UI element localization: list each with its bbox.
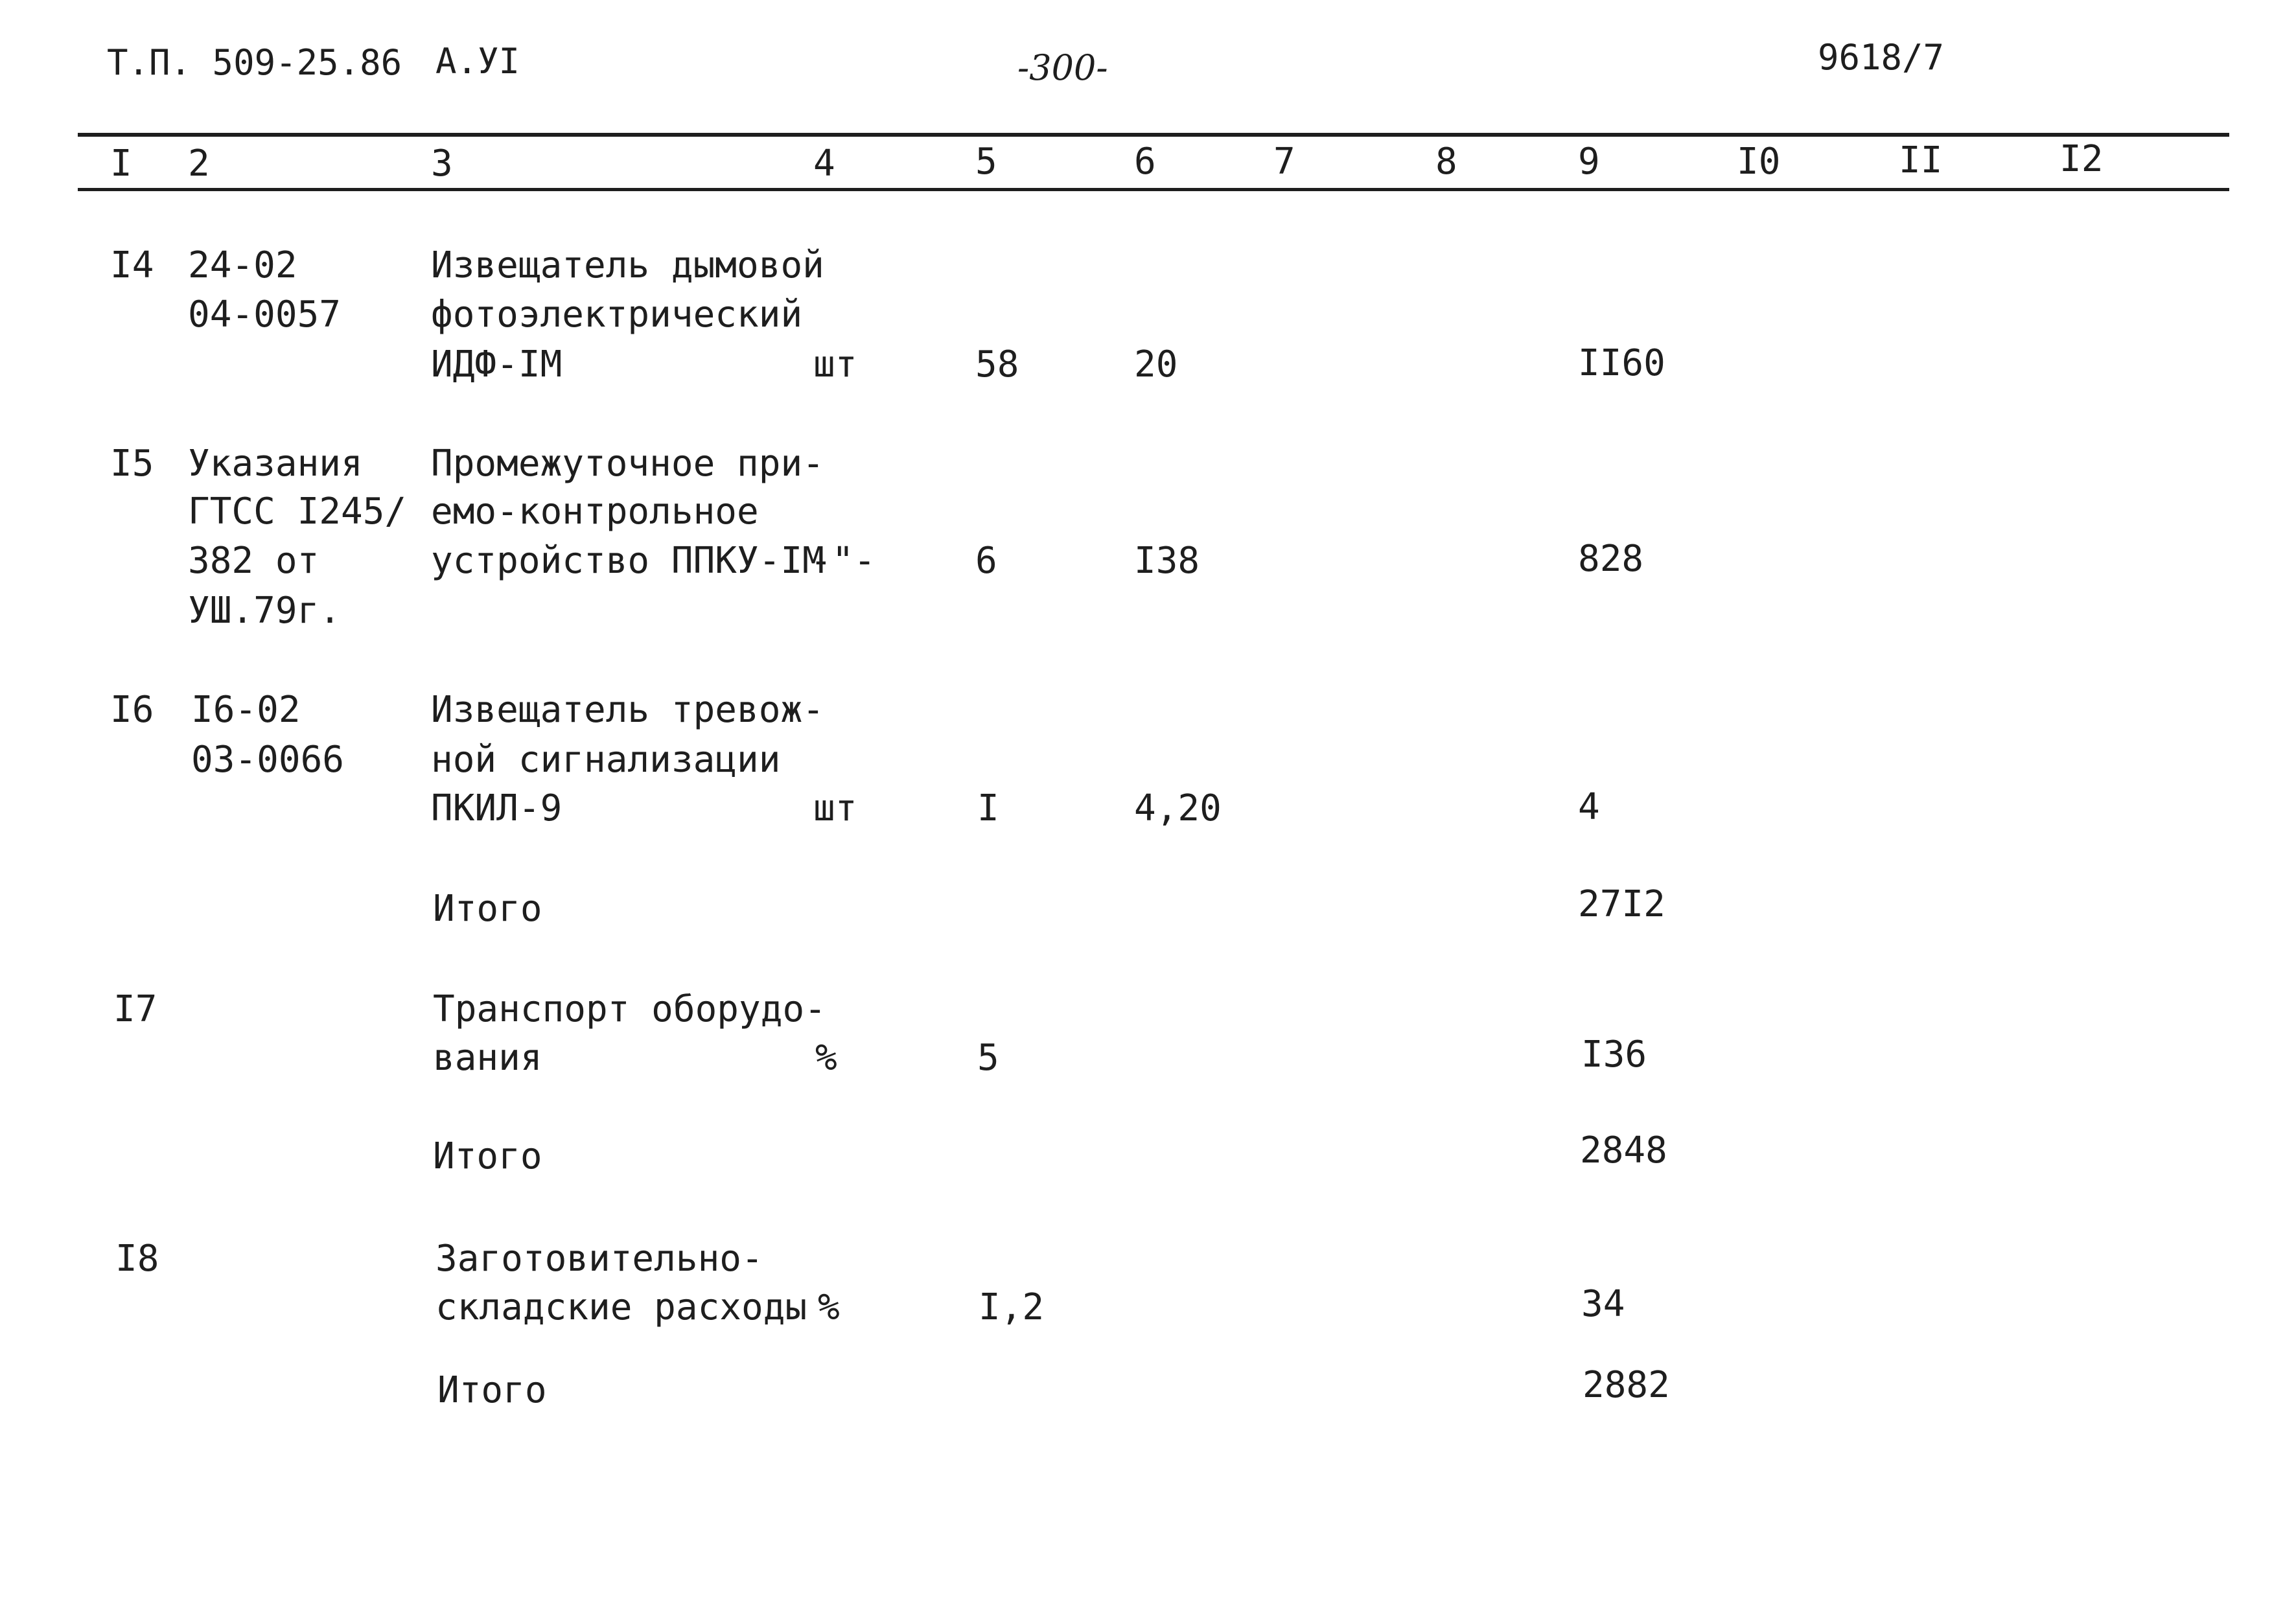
total-cost: 4: [1578, 786, 1600, 828]
column-number: 9: [1578, 141, 1600, 183]
row-number: I4: [110, 244, 154, 286]
unit: шт: [813, 787, 857, 829]
total-cost: 34: [1581, 1283, 1625, 1325]
column-number: I: [110, 143, 132, 185]
item-name: Извещатель дымовой: [431, 244, 824, 286]
column-number: 4: [813, 143, 835, 185]
column-number: II: [1899, 139, 1943, 181]
header-top-rule: [78, 133, 2229, 137]
archive-number: 9618/7: [1818, 37, 1945, 78]
item-name: вания: [433, 1037, 542, 1079]
subtotal-label: Итого: [433, 888, 542, 930]
quantity: I: [977, 787, 999, 829]
subtotal-value: 2882: [1583, 1364, 1670, 1406]
total-cost: 828: [1578, 538, 1644, 580]
item-name: емо-контрольное: [431, 491, 759, 533]
unit-price: 4,20: [1134, 787, 1222, 829]
resource-code: ГТСС I245/: [188, 491, 407, 533]
subtotal-value: 27I2: [1578, 883, 1665, 925]
item-name: ной сигнализации: [431, 739, 781, 781]
item-name: устройство ППКУ-IМ: [431, 540, 824, 582]
subtotal-value: 2848: [1580, 1129, 1667, 1172]
row-number: I6: [110, 689, 154, 731]
unit: шт: [813, 343, 857, 386]
item-name: складские расходы: [435, 1286, 807, 1328]
item-name: ПКИЛ-9: [431, 787, 562, 829]
row-number: I8: [115, 1238, 159, 1280]
album-number: А.УI: [435, 41, 520, 82]
quantity: 6: [975, 540, 997, 582]
column-number: 3: [431, 143, 453, 185]
subtotal-label: Итого: [437, 1369, 547, 1411]
quantity: 58: [975, 343, 1019, 386]
resource-code: Указания: [188, 443, 363, 485]
resource-code: 24-02: [188, 244, 297, 286]
resource-code: I6-02: [191, 689, 301, 731]
total-cost: II60: [1578, 342, 1665, 384]
column-number: 7: [1273, 141, 1295, 183]
column-number: 6: [1134, 141, 1156, 183]
column-number: I0: [1737, 141, 1781, 183]
subtotal-label: Итого: [433, 1135, 542, 1177]
resource-code: 03-0066: [191, 739, 345, 781]
item-name: Извещатель тревож-: [431, 689, 824, 731]
quantity: 5: [977, 1037, 999, 1079]
resource-code: 04-0057: [188, 294, 342, 336]
item-name: Заготовительно-: [435, 1238, 763, 1280]
unit: %: [815, 1037, 837, 1079]
unit: %: [818, 1286, 840, 1328]
column-number: I2: [2059, 138, 2104, 180]
unit-price: I38: [1134, 540, 1200, 582]
page-number: -300-: [1017, 47, 1108, 88]
item-name: фотоэлектрический: [431, 294, 803, 336]
item-name: Промежуточное при-: [431, 443, 824, 485]
resource-code: 382 от: [188, 540, 319, 582]
unit: -"-: [810, 540, 876, 582]
document-code: Т.П. 509-25.86: [107, 42, 402, 83]
header-bottom-rule: [78, 188, 2229, 191]
row-number: I7: [113, 988, 157, 1030]
resource-code: УШ.79г.: [188, 590, 342, 632]
row-number: I5: [110, 443, 154, 485]
column-number: 5: [975, 141, 997, 183]
quantity: I,2: [979, 1286, 1045, 1328]
column-number: 8: [1435, 141, 1457, 183]
item-name: Транспорт оборудо-: [433, 988, 826, 1030]
total-cost: I36: [1581, 1034, 1647, 1076]
unit-price: 20: [1134, 343, 1178, 386]
item-name: ИДФ-IМ: [431, 343, 562, 386]
column-number: 2: [188, 143, 210, 185]
